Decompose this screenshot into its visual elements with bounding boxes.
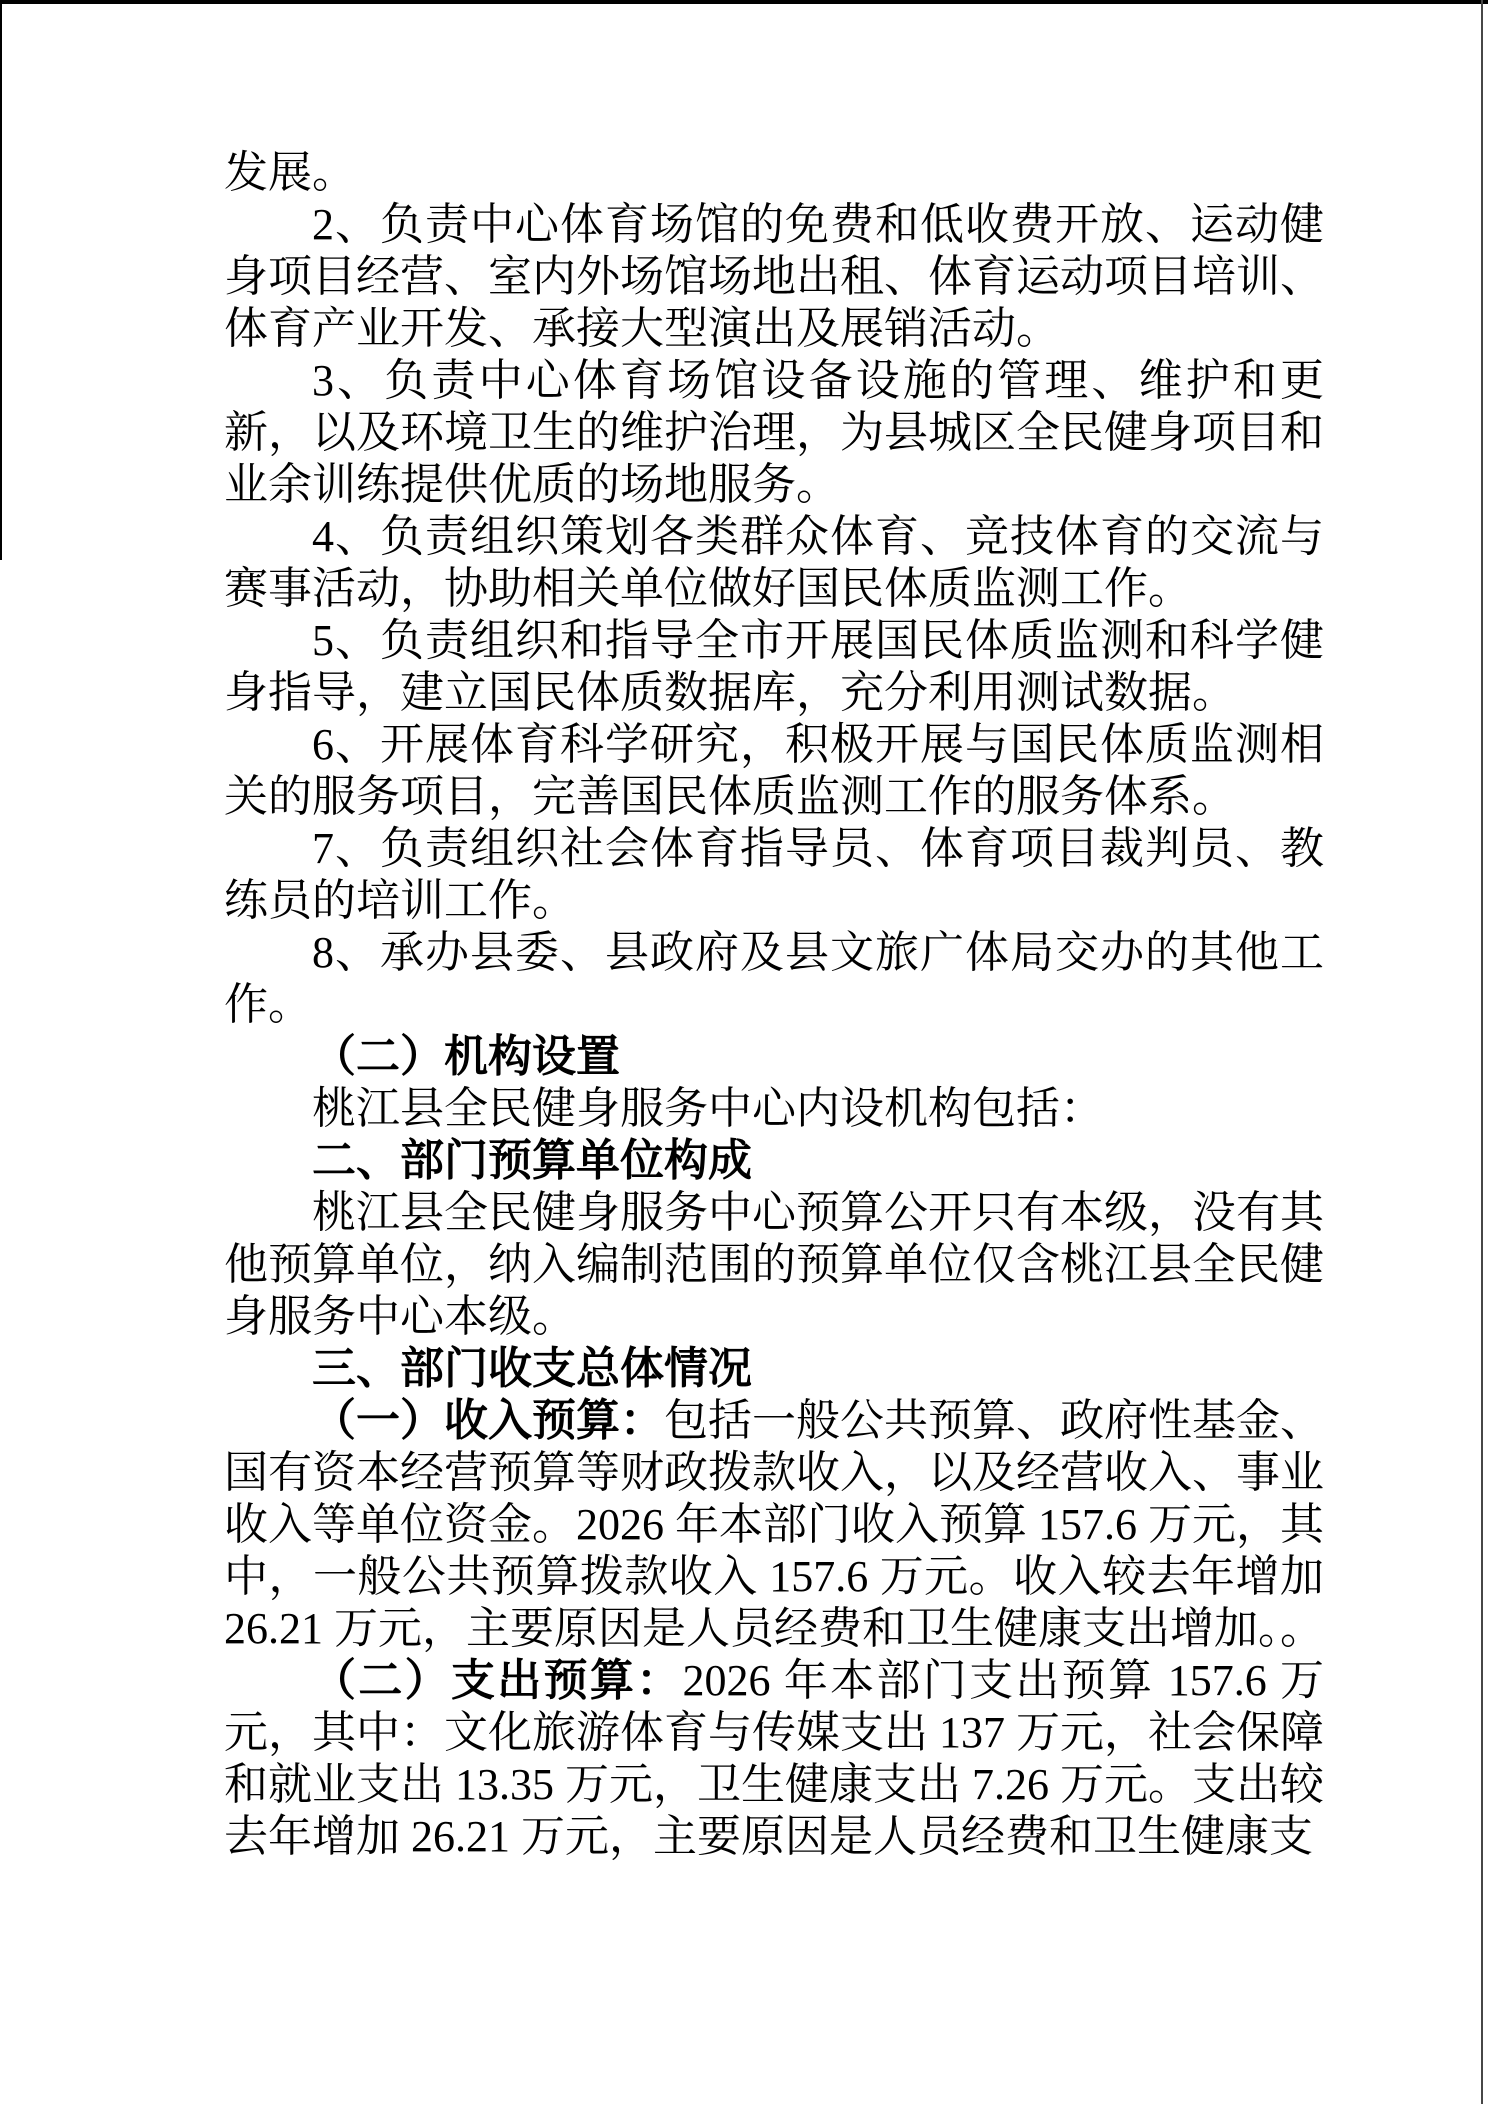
paragraph-duty-3: 3、负责中心体育场馆设备设施的管理、维护和更新，以及环境卫生的维护治理，为县城区全民健身项目和业余训练提供优质的场地服务。: [224, 356, 1324, 509]
page-top-edge-line: [0, 0, 1488, 4]
page-left-edge-line: [0, 0, 2, 560]
paragraph-organization-intro: 桃江县全民健身服务中心内设机构包括：: [312, 1084, 1104, 1133]
document-page: [224, 147, 1324, 1863]
expenditure-budget-lead-label: （二）支出预算：: [312, 1656, 683, 1705]
section-heading-organization: （二）机构设置: [312, 1032, 620, 1081]
paragraph-continuation: 发展。: [224, 148, 356, 197]
paragraph-duty-8: 8、承办县委、县政府及县文旅广体局交办的其他工作。: [224, 928, 1324, 1029]
paragraph-duty-2: 2、负责中心体育场馆的免费和低收费开放、运动健身项目经营、室内外场馆场地出租、体育运动项目培训、体育产业开发、承接大型演出及展销活动。: [224, 200, 1324, 353]
paragraph-budget-units: 桃江县全民健身服务中心预算公开只有本级，没有其他预算单位，纳入编制范围的预算单位仅含桃江县全民健身服务中心本级。: [224, 1188, 1324, 1341]
paragraph-duty-5: 5、负责组织和指导全市开展国民体质监测和科学健身指导，建立国民体质数据库，充分利用测试数据。: [224, 616, 1324, 717]
paragraph-expenditure-budget: [224, 1655, 1324, 1863]
paragraph-duty-6: 6、开展体育科学研究，积极开展与国民体质监测相关的服务项目，完善国民体质监测工作的服务体系。: [224, 720, 1324, 821]
paragraph-duty-4: 4、负责组织策划各类群众体育、竞技体育的交流与赛事活动，协助相关单位做好国民体质监测工作。: [224, 512, 1324, 613]
page-right-edge-line: [1481, 0, 1483, 2104]
expenditure-budget-text: 2026 年本部门支出预算 157.6 万元，其中：文化旅游体育与传媒支出 137 万元，社会保障和就业支出 13.35 万元，卫生健康支出 7.26 万元。支出较去年增加 26.21 万元，主要原因是人员经费和卫生健康支: [224, 1656, 1325, 1861]
paragraph-income-budget: [224, 1395, 1324, 1655]
paragraph-duty-7: 7、负责组织社会体育指导员、体育项目裁判员、教练员的培训工作。: [224, 824, 1324, 925]
section-heading-overall-income-expenditure: 三、部门收支总体情况: [312, 1344, 752, 1393]
section-heading-budget-units: 二、部门预算单位构成: [312, 1136, 752, 1185]
income-budget-lead-label: （一）收入预算：: [312, 1396, 664, 1445]
income-budget-text: 包括一般公共预算、政府性基金、国有资本经营预算等财政拨款收入，以及经营收入、事业收入等单位资金。2026 年本部门收入预算 157.6 万元，其中，一般公共预算拨款收入 157.6 万元。收入较去年增加 26.21 万元，主要原因是人员经费和卫生健康支出增加。。: [224, 1396, 1324, 1653]
